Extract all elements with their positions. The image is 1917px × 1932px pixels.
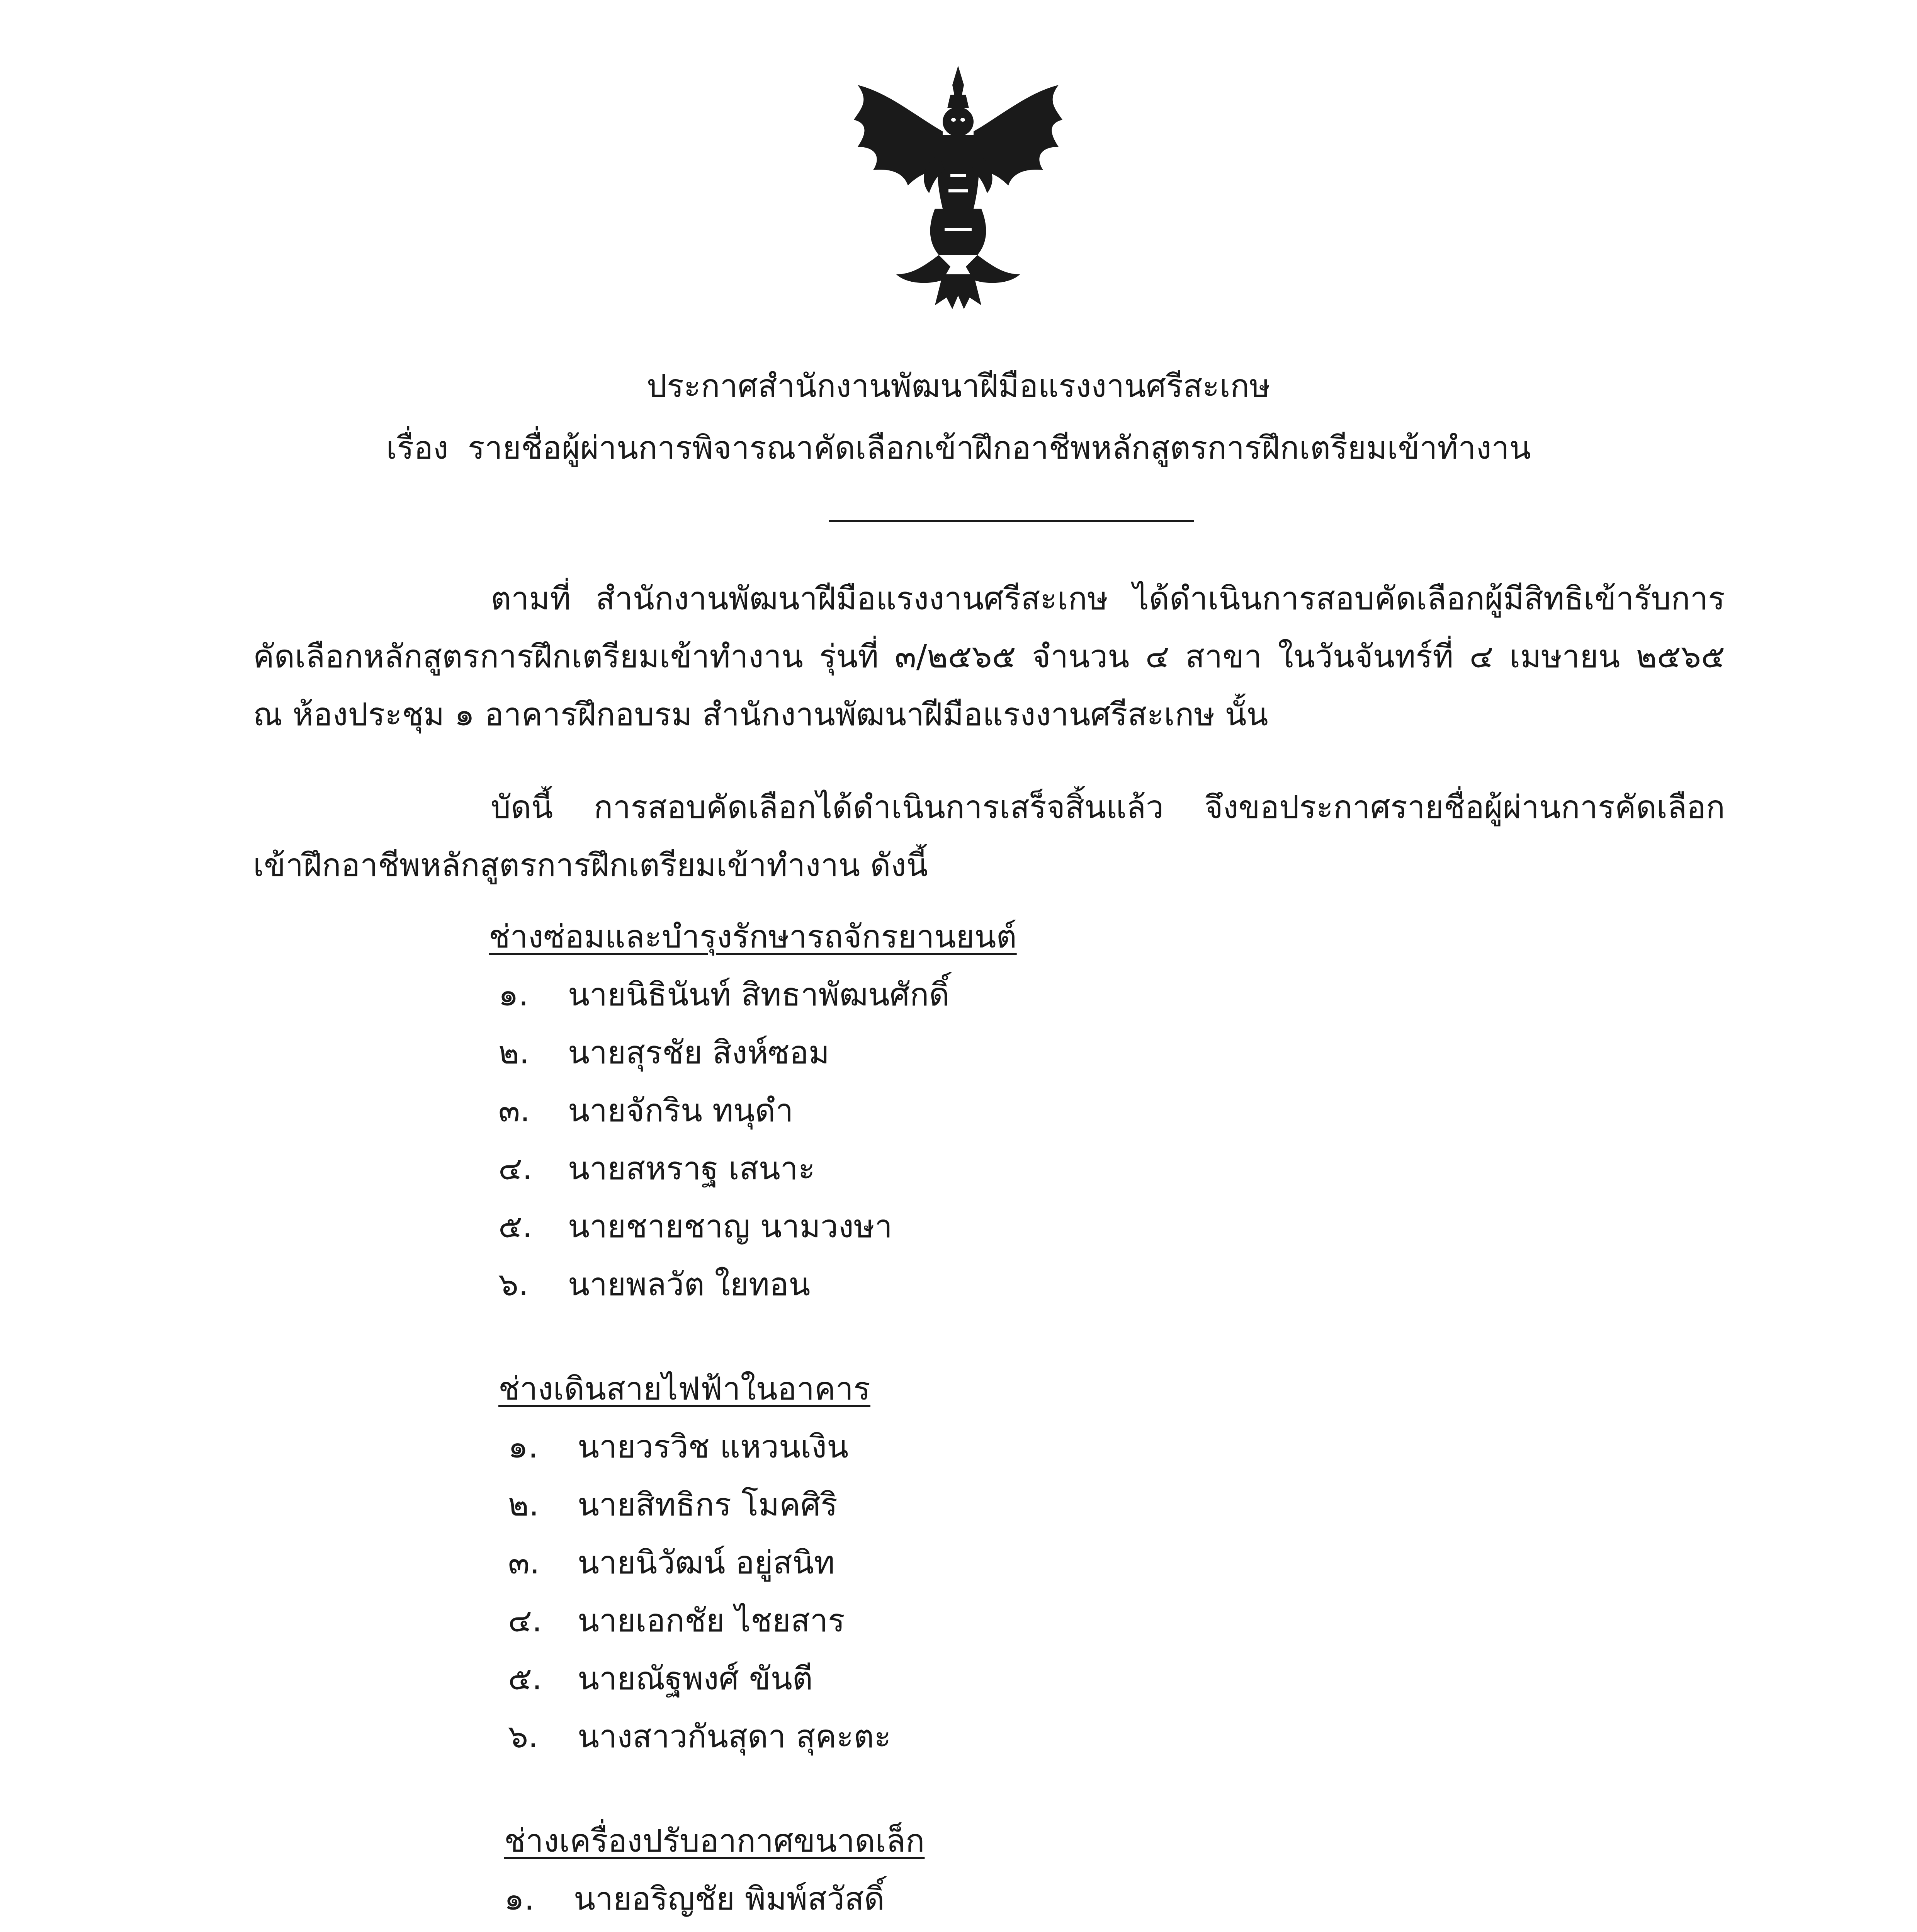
announcement-title: ประกาศสำนักงานพัฒนาฝีมือแรงงานศรีสะเกษ (646, 368, 1271, 405)
paragraph-2-line-2: เข้าฝึกอาชีพหลักสูตรการฝึกเตรียมเข้าทำงาน ดังนี้ (253, 847, 928, 884)
list-item: ๒. นายสุรชัย สิงห์ซอม (498, 1034, 830, 1071)
section-heading-air-conditioner: ช่างเครื่องปรับอากาศขนาดเล็ก (504, 1823, 925, 1859)
section-heading-motorcycle-repair: ช่างซ่อมและบำรุงรักษารถจักรยานยนต์ (489, 918, 1017, 955)
list-item: ๓. นายนิวัฒน์ อยู่สนิท (508, 1544, 835, 1581)
paragraph-1-line-1: ตามที่ สำนักงานพัฒนาฝีมือแรงงานศรีสะเกษ ได้ดำเนินการสอบคัดเลือกผู้มีสิทธิเข้ารับการ (491, 580, 1725, 617)
list-item: ๔. นายสหราฐ เสนาะ (498, 1150, 815, 1187)
list-item: ๑. นายอริญชัย พิมพ์สวัสดิ์ (504, 1881, 885, 1917)
list-item: ๒. นายสิทธิกร โมคศิริ (508, 1486, 838, 1523)
list-item: ๑. นายนิธินันท์ สิทธาพัฒนศักดิ์ (498, 976, 950, 1013)
announcement-subject (0, 427, 1917, 469)
subject-text: รายชื่อผู้ผ่านการพิจารณาคัดเลือกเข้าฝึกอาชีพหลักสูตรการฝึกเตรียมเข้าทำงาน (467, 430, 1531, 466)
paragraph-2-line-1: บัดนี้ การสอบคัดเลือกได้ดำเนินการเสร็จสิ้นแล้ว จึงขอประกาศรายชื่อผู้ผ่านการคัดเลือก (491, 789, 1725, 826)
list-item: ๖. นางสาวกันสุดา สุคะตะ (508, 1718, 891, 1755)
subject-label: เรื่อง (386, 430, 449, 466)
title-divider (829, 520, 1194, 522)
list-item: ๕. นายณัฐพงศ์ ขันตี (508, 1660, 813, 1697)
paragraph-1-line-3: ณ ห้องประชุม ๑ อาคารฝึกอบรม สำนักงานพัฒนาฝีมือแรงงานศรีสะเกษ นั้น (253, 696, 1268, 733)
garuda-emblem-icon (846, 58, 1070, 313)
paragraph-1-line-2: คัดเลือกหลักสูตรการฝึกเตรียมเข้าทำงาน รุ่นที่ ๓/๒๕๖๕ จำนวน ๔ สาขา ในวันจันทร์ที่ ๔ เมษายน ๒๕๖๕ (253, 638, 1725, 675)
list-item: ๓. นายจักริน ทนุดำ (498, 1092, 794, 1129)
list-item: ๕. นายชายชาญ นามวงษา (498, 1208, 892, 1245)
list-item: ๔. นายเอกชัย ไชยสาร (508, 1602, 845, 1639)
list-item: ๑. นายวรวิช แหวนเงิน (508, 1429, 849, 1465)
section-heading-building-wiring: ช่างเดินสายไฟฟ้าในอาคาร (498, 1371, 870, 1407)
list-item: ๖. นายพลวัต ใยทอน (498, 1266, 811, 1303)
